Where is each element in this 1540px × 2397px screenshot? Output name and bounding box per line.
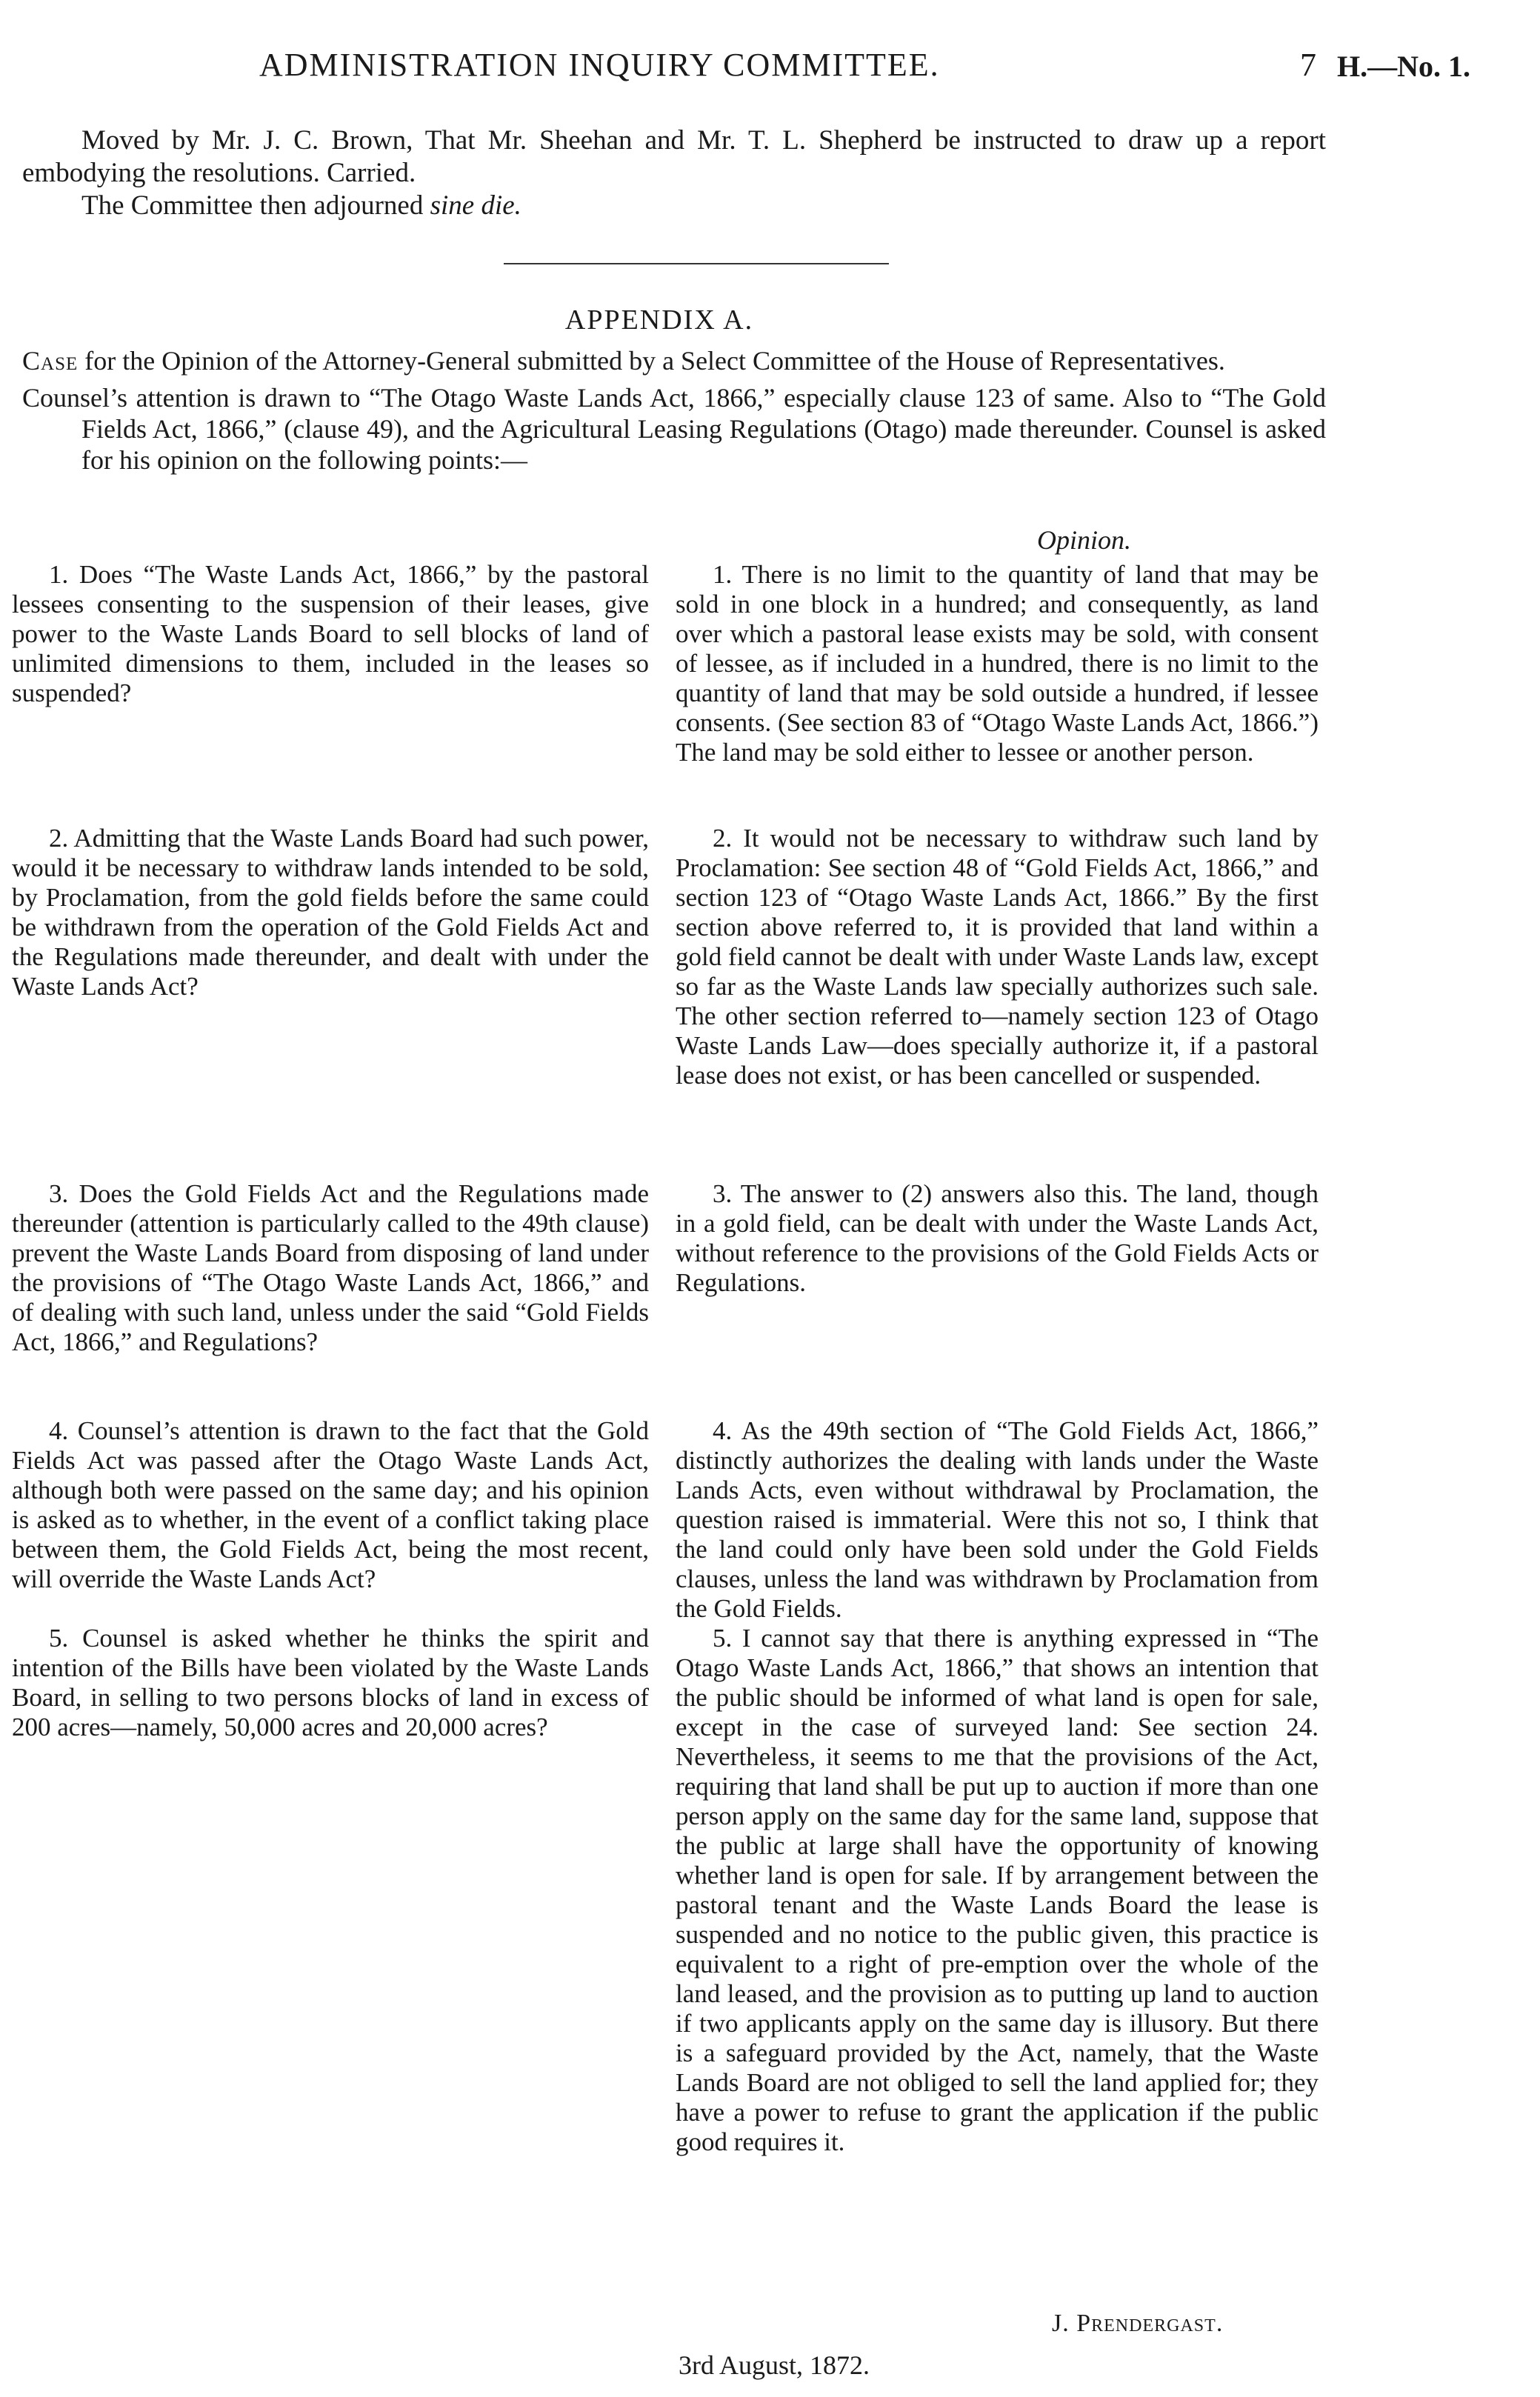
motion-paragraph: Moved by Mr. J. C. Brown, That Mr. Sheehan and Mr. T. L. Shepherd be instructed to draw up a report embodying the resolutions. Carried. [22,125,1326,188]
appendix-title: APPENDIX A. [564,304,754,336]
committee-minutes [22,124,1326,222]
document-reference: H.—No. 1. [1337,50,1470,83]
answer-4: 4. As the 49th section of “The Gold Fields Act, 1866,” distinctly authorizes the dealing with lands under the Waste Lands Acts, even without withdrawal by Proclamation, the question raised is immaterial. Were this not so, I think that the land could only have been sold under the Gold Fields clauses, unless the land was withdrawn by Proclamation from the Gold Fields. [676,1416,1319,1623]
running-head-title: ADMINISTRATION INQUIRY COMMITTEE. [259,47,940,83]
answer-1: 1. There is no limit to the quantity of land that may be sold in one block in a hundred; and consequently, as land over which a pastoral lease exists may be sold, with consent of lessee, as if included in a hundred, there is no limit to the quantity of land that may be sold outside a hundred, if lessee consents. (See section 83 of “Otago Waste Lands Act, 1866.”) The land may be sold either to lessee or another person. [676,560,1319,767]
answer-5: 5. I cannot say that there is anything expressed in “The Otago Waste Lands Act, 1866,” that shows an intention that the public should be informed of what land is open for sale, except in the case of surveyed land: See section 24. Nevertheless, it seems to me that the provisions of the Act, requiring that land shall be put up to auction if more than one person apply on the same day for the same land, suppose that the public at large shall have the opportunity of knowing whether land is open for sale. If by arrangement between the pastoral tenant and the Waste Lands Board the lease is suspended and no notice to the public given, this practice is equivalent to a right of pre-emption over the whole of the land leased, and the provision as to putting up land to auction if two applicants apply on the same day is illusory. But there is a safeguard provided by the Act, namely, that the Waste Lands Board are not obliged to sell the land applied for; they have a power to refuse to grant the application if the public good requires it. [676,1624,1319,2156]
case-word: Case [22,346,79,376]
section-divider [504,263,889,264]
adjourn-italic: sine die. [430,190,521,221]
question-4: 4. Counsel’s attention is drawn to the fact that the Gold Fields Act was passed after the Otago Waste Lands Act, although both were passed on the same day; and his opinion is asked as to whether, in the event of a conflict taking place between them, the Gold Fields Act, being the most recent, will override the Waste Lands Act? [12,1416,649,1593]
question-1: 1. Does “The Waste Lands Act, 1866,” by the pastoral lessees consenting to the suspension of their leases, give power to the Waste Lands Board to sell blocks of land of unlimited dimensions to them, included in the leases so suspended? [12,560,649,707]
case-paragraph [22,345,1326,376]
page-number: 7 [1300,47,1316,83]
question-3: 3. Does the Gold Fields Act and the Regulations made thereunder (attention is particularly called to the 49th clause) prevent the Waste Lands Board from disposing of land under the provisions of “The Otago Waste Lands Act, 1866,” and of dealing with such land, unless under the said “Gold Fields Act, 1866,” and Regulations? [12,1179,649,1356]
answer-3: 3. The answer to (2) answers also this. The land, though in a gold field, can be dealt with under the Waste Lands Act, without reference to the provisions of the Gold Fields Acts or Regulations. [676,1179,1319,1297]
signature: J. Prendergast. [1052,2310,1224,2337]
question-2: 2. Admitting that the Waste Lands Board had such power, would it be necessary to withdraw lands intended to be sold, by Proclamation, from the gold fields before the same could be withdrawn from the operation of the Gold Fields Act and the Regulations made thereunder, and dealt with under the Waste Lands Act? [12,824,649,1001]
adjourn-paragraph [22,190,1326,222]
answer-2: 2. It would not be necessary to withdraw such land by Proclamation: See section 48 of “Gold Fields Act, 1866,” and section 123 of “Otago Waste Lands Act, 1866.” By the first section above referred to, it is provided that land within a gold field cannot be dealt with under Waste Lands law, except so far as the Waste Lands law specially authorizes such sale. The other section referred to—namely section 123 of Otago Waste Lands Law—does specially authorize it, if a pastoral lease does not exist, or has been cancelled or suspended. [676,824,1319,1090]
question-5: 5. Counsel is asked whether he thinks the spirit and intention of the Bills have been violated by the Waste Lands Board, in selling to two persons blocks of land in excess of 200 acres—namely, 50,000 acres and 20,000 acres? [12,1624,649,1741]
adjourn-text: The Committee then adjourned [81,190,424,221]
case-statement [22,345,1326,476]
case-text: for the Opinion of the Attorney-General submitted by a Select Committee of the House of Representatives. [84,346,1225,376]
opinion-heading: Opinion. [1037,525,1132,555]
date-line: 3rd August, 1872. [679,2350,870,2380]
counsel-paragraph: Counsel’s attention is drawn to “The Otago Waste Lands Act, 1866,” especially clause 123 of same. Also to “The Gold Fields Act, 1866,” (clause 49), and the Agricultural Leasing Regulations (Otago) made thereunder. Counsel is asked for his opinion on the following points:— [22,383,1326,475]
